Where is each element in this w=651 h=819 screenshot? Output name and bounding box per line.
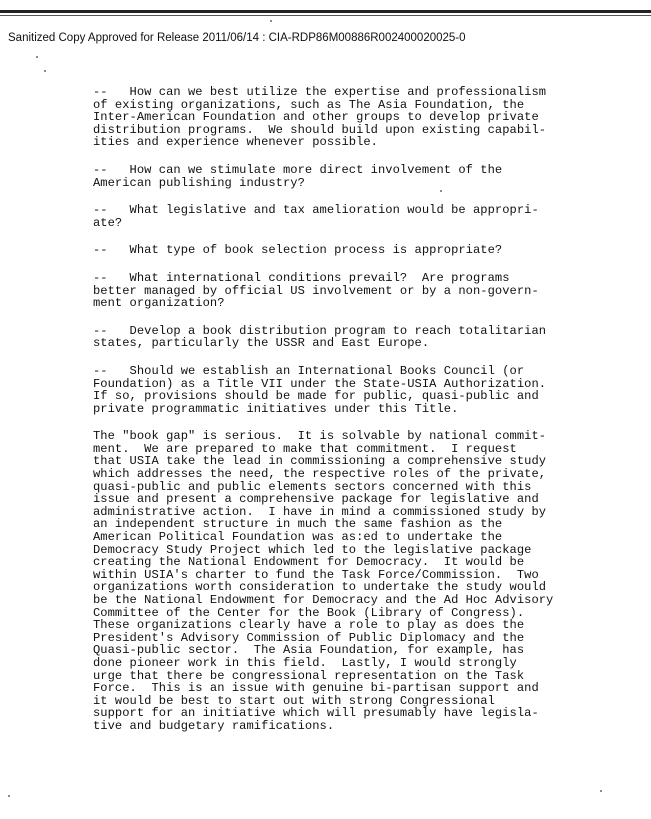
scan-speck (8, 795, 10, 797)
scan-speck (36, 56, 38, 58)
top-border-rule (0, 10, 651, 13)
question-legislative-tax: -- What legislative and tax amelioration would be appropri- ate? (93, 203, 539, 230)
question-book-selection: -- What type of book selection process is appropriate? (93, 243, 503, 258)
question-expertise: -- How can we best utilize the expertise and professionalism of existing organizations, such as The Asia Foundation, the Inter-American Foundation and other groups to develop private distribution programs. We should build upon existing capabil- ities and experience whenever possible. (93, 85, 547, 150)
question-books-council: -- Should we establish an International Books Council (or Foundation) as a Title VII under the State-USIA Authorization. If so, provisions should be made for public, quasi-public and private programmatic initiatives under this Title. (93, 363, 547, 416)
scan-speck (600, 790, 602, 792)
sanitized-release-line: Sanitized Copy Approved for Release 2011/06/14 : CIA-RDP86M00886R002400020025-0 (8, 32, 466, 44)
question-international-conditions: -- What international conditions prevail? Are programs better managed by official US involvement or by a non-govern- ment organization? (93, 270, 539, 311)
scan-speck (270, 20, 272, 22)
question-publishing-industry: -- How can we stimulate more direct involvement of the American publishing industry? (93, 162, 503, 190)
scan-speck (44, 70, 46, 72)
document-body (93, 86, 603, 748)
item-distribution-program: -- Develop a book distribution program to reach totalitarian states, particularly the USSR and East Europe. (93, 323, 547, 351)
top-border-rule-thin (0, 15, 651, 16)
paragraph-book-gap: The "book gap" is serious. It is solvable by national commit- ment. We are prepared to make that commitment. I request that USIA take the lead in commissioning a comprehensive study which addresses the need, the respective roles of the private, quasi-public and public elements sectors concerned with this issue and present a comprehensive package for legislative and administrative action. I have in mind a commissioned study by an independent structure in much the same fashion as the American Political Foundation was as:ed to undertake the Democracy Study Project which led to the legislative package creating the National Endowment for Democracy. It would be within USIA's charter to fund the Task Force/Commission. Two organizations worth consideration to undertake the study would be the National Endowment for Democracy and the Ad Hoc Advisory Committee of the Center for the Book (Library of Congress). These organizations clearly have a role to play as does the President's Advisory Commission of Public Diplomacy and the Quasi-public sector. The Asia Foundation, for example, has done pioneer work in this field. Lastly, I would strongly urge that there be congressional representation on the Task Force. This is an issue with genuine bi-partisan support and it would be best to start out with strong Congressional support for an initiative which will presumably have legisla- tive and budgetary ramifications. (93, 429, 554, 733)
